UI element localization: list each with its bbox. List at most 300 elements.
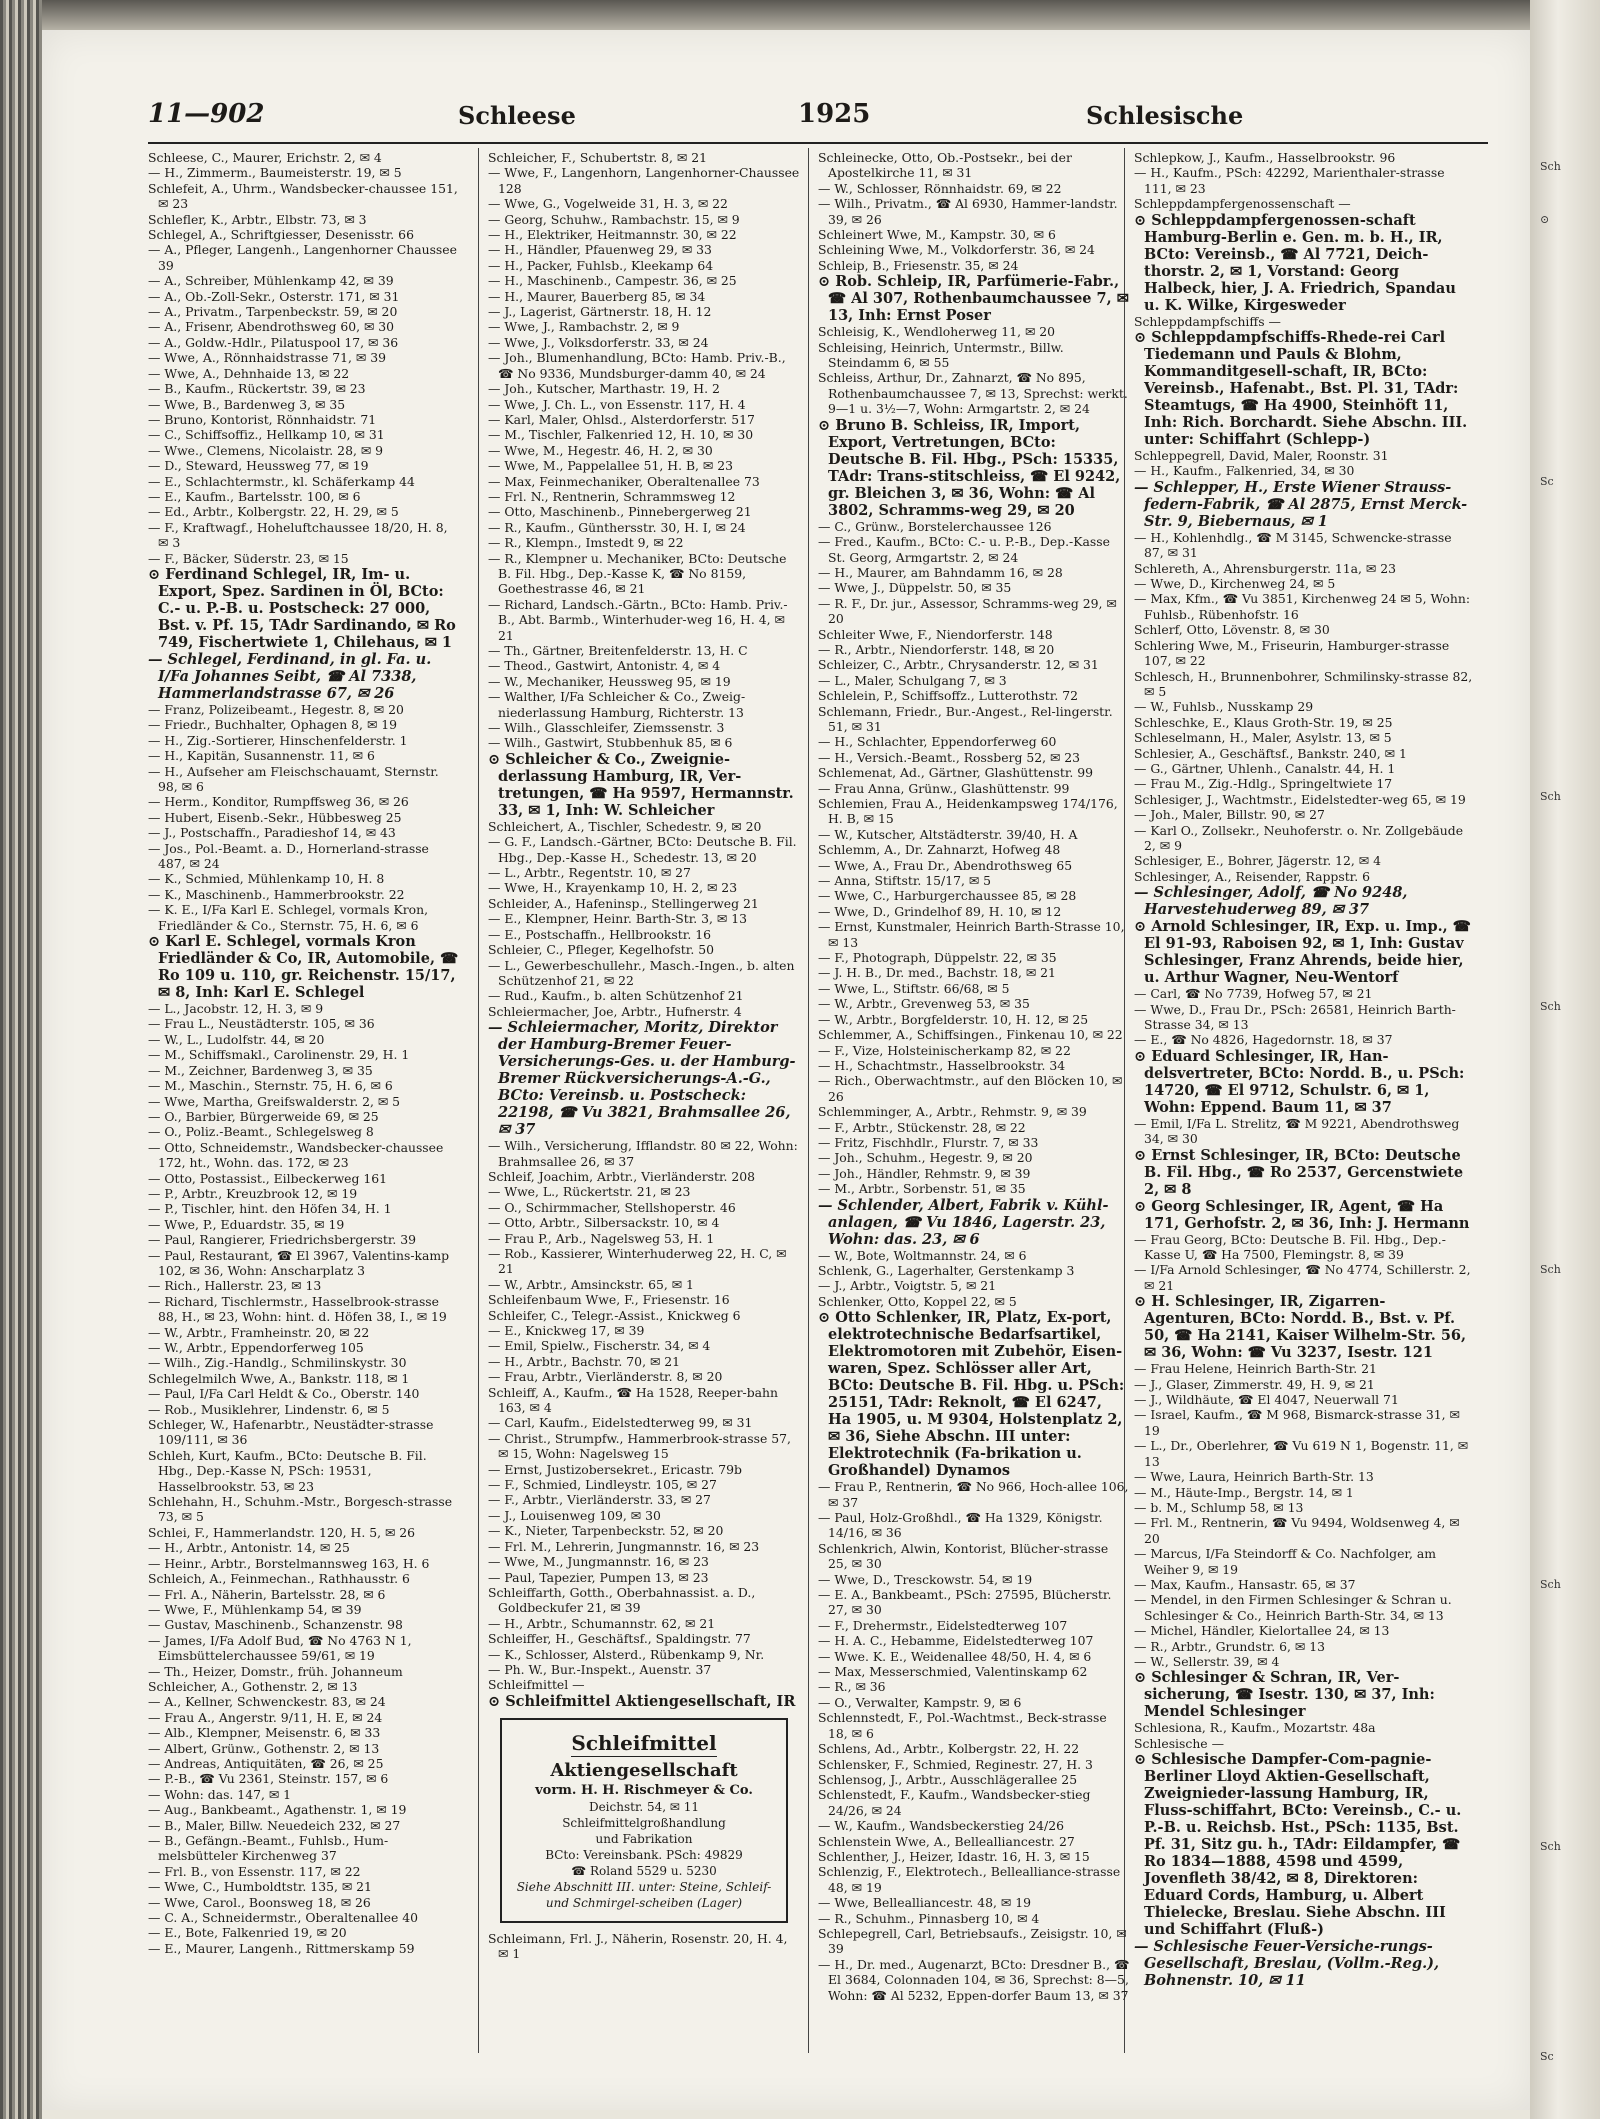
directory-entry: — A., Ob.-Zoll-Sekr., Osterstr. 171, ✉ 31 <box>148 288 400 304</box>
directory-entry: Schleger, W., Hafenarbtr., Neustädter-strasse 109/111, ✉ 36 <box>148 1417 434 1448</box>
directory-entry: Schlemenat, Ad., Gärtner, Glashüttenstr. 99 <box>818 765 1094 781</box>
directory-entry: — H., Kaufm., Falkenried, 34, ✉ 30 <box>1134 463 1355 479</box>
directory-entry: — Wwe, L., Rückertstr. 21, ✉ 23 <box>488 1184 691 1200</box>
directory-entry: — A., Privatm., Tarpenbeckstr. 59, ✉ 20 <box>148 304 398 320</box>
directory-entry: — Emil, I/Fa L. Strelitz, ☎ M 9221, Abendrothsweg 34, ✉ 30 <box>1134 1115 1460 1147</box>
directory-entry: — H., Maurer, Bauerberg 85, ✉ 34 <box>488 288 706 304</box>
directory-entry: — H., Kapitän, Susannenstr. 11, ✉ 6 <box>148 748 375 764</box>
directory-entry: — Wilh., Gastwirt, Stubbenhuk 85, ✉ 6 <box>488 735 733 751</box>
directory-entry: — H., Schachtmstr., Hasselbrookstr. 34 <box>818 1057 1066 1073</box>
directory-entry: — Jos., Pol.-Beamt. a. D., Hornerland-strasse 487, ✉ 24 <box>148 840 429 872</box>
ad-subtitle: Aktiengesellschaft <box>550 1759 738 1781</box>
adjacent-page-fragment <box>1540 633 1595 648</box>
adjacent-page-fragment <box>1540 1630 1595 1645</box>
column-4 <box>1134 150 1474 2060</box>
directory-entry: Schleining Wwe, M., Volkdorferstr. 36, ✉ 24 <box>818 242 1095 258</box>
directory-entry: — J., Glaser, Zimmerstr. 49, H. 9, ✉ 21 <box>1134 1376 1375 1392</box>
directory-entry: — Karl O., Zollsekr., Neuhoferstr. o. Nr. Zollgebäude 2, ✉ 9 <box>1134 822 1464 853</box>
ad-bank: BCto: Vereinsbank. PSch: 49829 <box>545 1847 743 1862</box>
directory-entry: — K., Nieter, Tarpenbeckstr. 52, ✉ 20 <box>488 1523 724 1539</box>
adjacent-page-fragment <box>1540 948 1595 963</box>
directory-entry: — Frau P., Arb., Nagelsweg 53, H. 1 <box>488 1230 715 1246</box>
directory-entry: — Rob., Kassierer, Winterhuderweg 22, H. C, ✉ 21 <box>488 1245 787 1277</box>
directory-entry: — Ernst, Justizobersekret., Ericastr. 79b <box>488 1461 742 1477</box>
directory-entry: — E., Postschaffn., Hellbrookstr. 16 <box>488 926 711 942</box>
directory-entry: — H., Arbtr., Schumannstr. 62, ✉ 21 <box>488 1615 716 1631</box>
adjacent-page-fragment <box>1540 1105 1595 1120</box>
directory-entry: — Frau L., Neustädterstr. 105, ✉ 36 <box>148 1016 375 1032</box>
directory-entry: — Wwe, C., Humboldtstr. 135, ✉ 21 <box>148 1879 372 1895</box>
directory-entry: — Rich., Hallerstr. 23, ✉ 13 <box>148 1278 322 1294</box>
directory-entry: Schleinecke, Otto, Ob.-Postsekr., bei der Apostelkirche 11, ✉ 31 <box>818 150 1072 181</box>
directory-entry: — W., Arbtr., Framheinstr. 20, ✉ 22 <box>148 1324 370 1340</box>
directory-entry: — E., ☎ No 4826, Hagedornstr. 18, ✉ 37 <box>1134 1032 1393 1048</box>
directory-entry: — R., ✉ 36 <box>818 1679 886 1695</box>
directory-entry: — Mendel, in den Firmen Schlesinger & Schran u. Schlesinger & Co., Heinrich Barth-Str. 34, ✉ 13 <box>1134 1592 1452 1623</box>
directory-entry: — Wwe, D., Grindelhof 89, H. 10, ✉ 12 <box>818 903 1062 919</box>
directory-entry: Schlesiger, J., Wachtmstr., Eidelstedter-weg 65, ✉ 19 <box>1134 791 1466 807</box>
directory-entry: — Th., Gärtner, Breitenfelderstr. 13, H. C <box>488 643 748 658</box>
directory-entry-highlight: ⊙ Georg Schlesinger, IR, Agent, ☎ Ha 171, Gerhofstr. 2, ✉ 36, Inh: J. Hermann <box>1134 1197 1470 1232</box>
adjacent-page-fragment <box>1540 685 1595 700</box>
header-left-keyword: Schleese <box>458 101 576 130</box>
directory-entry: Schlegel, A., Schriftgiesser, Desenisstr. 66 <box>148 227 414 243</box>
directory-entry: Schleier, C., Pfleger, Kegelhofstr. 50 <box>488 942 714 958</box>
directory-entry: — Wwe, Laura, Heinrich Barth-Str. 13 <box>1134 1469 1374 1485</box>
directory-entry: — J., Postschaffn., Paradieshof 14, ✉ 43 <box>148 825 396 841</box>
directory-entry: — R., Klempn., Imstedt 9, ✉ 22 <box>488 535 684 551</box>
directory-entry: — Richard, Landsch.-Gärtn., BCto: Hamb. Priv.-B., Abt. Barmb., Winterhuder-weg 16, H. 4, ✉ 21 <box>488 596 788 643</box>
directory-entry: — H., Dr. med., Augenarzt, BCto: Dresdner B., ☎ El 3684, Colonnaden 104, ✉ 36, Sprechst: 8—5, Wohn: ☎ Al 5232, Eppen-dorfer Baum 13, ✉ 37 <box>818 1956 1130 2003</box>
page-header <box>148 95 1488 135</box>
directory-entry: — Rich., Oberwachtmstr., auf den Blöcken 10, ✉ 26 <box>818 1073 1123 1104</box>
directory-entry: Schlesiona, R., Kaufm., Mozartstr. 48a <box>1134 1720 1376 1736</box>
directory-entry: — Marcus, I/Fa Steindorff & Co. Nachfolger, am Weiher 9, ✉ 19 <box>1134 1546 1436 1577</box>
directory-entry: — Anna, Stiftstr. 15/17, ✉ 5 <box>818 873 992 889</box>
directory-entry: — Frl. M., Rentnerin, ☎ Vu 9494, Woldsenweg 4, ✉ 20 <box>1134 1515 1460 1546</box>
advertisement-box <box>500 1718 788 1923</box>
directory-entry: — W., Kaufm., Wandsbeckerstieg 24/26 <box>818 1818 1064 1834</box>
directory-entry: Schlepegrell, Carl, Betriebsaufs., Zeisigstr. 10, ✉ 39 <box>818 1925 1127 1957</box>
directory-entry-highlight: ⊙ Otto Schlenker, IR, Platz, Ex-port, elektrotechnische Bedarfsartikel, Elektromotoren mit Zubehör, Eisen-waren, Spez. Schlösser aller Art, BCto: Deutsche B. Fil. Hbg. u. PSch: 25151, TAdr: Reknolt, ☎ El 6247, Ha 1905, u. M 9304, Holstenplatz 2, ✉ 36, Siehe Abschn. III unter: Elektrotechnik (Fa-brikation u. Großhandel) Dynamos <box>818 1309 1125 1480</box>
directory-entry: Schlenker, Otto, Koppel 22, ✉ 5 <box>818 1293 1017 1309</box>
directory-entry: — Frau A., Angerstr. 9/11, H. E, ✉ 24 <box>148 1709 383 1725</box>
ad-formerly: vorm. H. H. Rischmeyer & Co. <box>535 1782 753 1798</box>
directory-entry-highlight: — Schlegel, Ferdinand, in gl. Fa. u. I/Fa Johannes Seibt, ☎ Al 7338, Hammerlandstrasse 67, ✉ 26 <box>148 650 432 702</box>
directory-entry: — Wwe, M., Jungmannstr. 16, ✉ 23 <box>488 1554 709 1570</box>
adjacent-page-fragment <box>1540 1053 1595 1068</box>
directory-entry: — Albert, Grünw., Gothenstr. 2, ✉ 13 <box>148 1740 380 1756</box>
adjacent-page-fragment <box>1540 1158 1595 1173</box>
directory-entry: — Max, Messerschmied, Valentinskamp 62 <box>818 1664 1088 1680</box>
directory-entry: — O., Poliz.-Beamt., Schlegelsweg 8 <box>148 1124 374 1140</box>
directory-entry: — Paul, Holz-Großhdl., ☎ Ha 1329, Königstr. 14/16, ✉ 36 <box>818 1510 1103 1541</box>
directory-entry: Schlereth, A., Ahrensburgerstr. 11a, ✉ 23 <box>1134 560 1396 576</box>
directory-entry: — Frl. N., Rentnerin, Schrammsweg 12 <box>488 488 736 504</box>
directory-entry: — R. F., Dr. jur., Assessor, Schramms-weg 29, ✉ 20 <box>818 595 1117 627</box>
ad-line: Schleifmittelgroßhandlung <box>562 1815 726 1830</box>
directory-entry: — F., Schmied, Lindleystr. 105, ✉ 27 <box>488 1477 717 1493</box>
column-2 <box>488 150 800 2060</box>
directory-entry: — Wwe, J., Rambachstr. 2, ✉ 9 <box>488 319 680 335</box>
directory-entry: Schleese, C., Maurer, Erichstr. 2, ✉ 4 <box>148 150 382 165</box>
directory-entry: — Friedr., Buchhalter, Ophagen 8, ✉ 19 <box>148 717 398 733</box>
directory-entry: — H., Maschinenb., Campestr. 36, ✉ 25 <box>488 273 737 289</box>
directory-entry: — L., Arbtr., Regentstr. 10, ✉ 27 <box>488 865 691 881</box>
directory-entry: — Carl, Kaufm., Eidelstedterweg 99, ✉ 31 <box>488 1415 753 1431</box>
directory-entry: — E. A., Bankbeamt., PSch: 27595, Blücherstr. 27, ✉ 30 <box>818 1587 1112 1618</box>
adjacent-page-strip <box>1540 160 1595 2060</box>
directory-entry: — Wwe, C., Harburgerchaussee 85, ✉ 28 <box>818 888 1077 904</box>
directory-entry: — Karl, Maler, Ohlsd., Alsterdorferstr. 517 <box>488 411 755 427</box>
directory-entry: — Wwe, D., Frau Dr., PSch: 26581, Heinrich Barth-Strasse 34, ✉ 13 <box>1134 1001 1456 1032</box>
directory-entry: Schleiffarth, Gotth., Oberbahnassist. a. D., Goldbeckufer 21, ✉ 39 <box>488 1584 756 1616</box>
directory-entry: Schlens, Ad., Arbtr., Kolbergstr. 22, H. 22 <box>818 1741 1080 1757</box>
directory-entry: Schlesische — <box>1134 1735 1224 1751</box>
directory-entry: — Joh., Händler, Rehmstr. 9, ✉ 39 <box>818 1165 1031 1181</box>
directory-entry: — J. H. B., Dr. med., Bachstr. 18, ✉ 21 <box>818 965 1056 981</box>
directory-entry: — W., Arbtr., Amsinckstr. 65, ✉ 1 <box>488 1276 694 1292</box>
directory-entry: — H., Versich.-Beamt., Rossberg 52, ✉ 23 <box>818 749 1081 765</box>
directory-entry: — F., Bäcker, Süderstr. 23, ✉ 15 <box>148 550 349 566</box>
column-divider <box>478 148 479 2053</box>
directory-entry: — C. A., Schneidermstr., Oberaltenallee 40 <box>148 1910 419 1926</box>
adjacent-page-fragment <box>1540 370 1595 385</box>
adjacent-page-fragment <box>1540 423 1595 438</box>
directory-entry: — Aug., Bankbeamt., Agathenstr. 1, ✉ 19 <box>148 1802 407 1818</box>
directory-entry-highlight: — Schleiermacher, Moritz, Direktor der Hamburg-Bremer Feuer-Versicherungs-Ges. u. der Hamburg-Bremer Rückversicherungs-A.-G., BCto: Vereinsb. u. Postscheck: 22198, ☎ Vu 3821, Brahmsallee 26, ✉ 37 <box>488 1019 796 1139</box>
adjacent-page-fragment <box>1540 1210 1595 1225</box>
directory-entry: Schlensog, J., Arbtr., Ausschlägerallee 25 <box>818 1771 1078 1787</box>
directory-entry: — B., Kaufm., Rückertstr. 39, ✉ 23 <box>148 381 366 397</box>
directory-entry: — Wohn: das. 147, ✉ 1 <box>148 1786 292 1802</box>
ad-title: Schleifmittel <box>571 1730 717 1755</box>
directory-entry: Schlennstedt, F., Pol.-Wachtmst., Beck-strasse 18, ✉ 6 <box>818 1710 1107 1741</box>
directory-entry: Schlenstein Wwe, A., Bellealliancestr. 27 <box>818 1833 1075 1849</box>
directory-entry: — H., Maurer, am Bahndamm 16, ✉ 28 <box>818 564 1063 580</box>
directory-entry: — Frl. B., von Essenstr. 117, ✉ 22 <box>148 1863 361 1879</box>
directory-entry: — Alb., Klempner, Meisenstr. 6, ✉ 33 <box>148 1725 381 1741</box>
directory-entry: — Carl, ☎ No 7739, Hofweg 57, ✉ 21 <box>1134 986 1373 1002</box>
directory-entry: — Wwe, A., Rönnhaidstrasse 71, ✉ 39 <box>148 350 387 366</box>
directory-entry: — Wwe, L., Stiftstr. 66/68, ✉ 5 <box>818 980 1010 996</box>
directory-entry-highlight: ⊙ Schleppdampfergenossen-schaft Hamburg-Berlin e. Gen. m. b. H., IR, BCto: Vereinsb., ☎ Al 7721, Deich-thorstr. 2, ✉ 1, Vorstand: Georg Halbeck, hier, J. A. Friedrich, Spandau u. K. Wilke, Kirgesweder <box>1134 211 1456 314</box>
directory-entry: — R., Arbtr., Grundstr. 6, ✉ 13 <box>1134 1638 1325 1654</box>
directory-entry-highlight: ⊙ Arnold Schlesinger, IR, Exp. u. Imp., ☎ El 91-93, Raboisen 92, ✉ 1, Inh: Gustav Schlesinger, Franz Ahrends, beide hier, u. Arthur Wagner, Neu-Wentorf <box>1134 918 1471 987</box>
directory-entry: — Ph. W., Bur.-Inspekt., Auenstr. 37 <box>488 1661 712 1677</box>
directory-entry: — Wwe, J., Volksdorferstr. 33, ✉ 24 <box>488 334 709 350</box>
directory-entry-highlight: ⊙ Schleifmittel Aktiengesellschaft, IR <box>488 1692 796 1710</box>
adjacent-page-fragment: ⊙ <box>1540 212 1550 226</box>
directory-entry: Schleh, Kurt, Kaufm., BCto: Deutsche B. Fil. Hbg., Dep.-Kasse N, PSch: 19531, Hasselbrookstr. 53, ✉ 23 <box>148 1447 427 1494</box>
directory-entry: Schleiter Wwe, F., Niendorferstr. 148 <box>818 626 1053 642</box>
directory-entry: — Max, Feinmechaniker, Oberaltenallee 73 <box>488 473 760 489</box>
adjacent-page-fragment <box>1540 580 1595 595</box>
adjacent-page-fragment: Sc <box>1540 475 1554 488</box>
directory-entry: Schleifer, C., Telegr.-Assist., Knickweg 6 <box>488 1307 741 1323</box>
adjacent-page-fragment <box>1540 1525 1595 1540</box>
directory-entry: — H., Kaufm., PSch: 42292, Marienthaler-strasse 111, ✉ 23 <box>1134 165 1445 196</box>
directory-entry: — Bruno, Kontorist, Rönnhaidstr. 71 <box>148 411 377 427</box>
directory-entry: — R., Schuhm., Pinnasberg 10, ✉ 4 <box>818 1910 1040 1926</box>
directory-entry-highlight: — Schlepper, H., Erste Wiener Strauss-federn-Fabrik, ☎ Al 2875, Ernst Merck-Str. 9, Biebernaus, ✉ 1 <box>1134 478 1468 530</box>
directory-entry: — F., Photograph, Düppelstr. 22, ✉ 35 <box>818 950 1057 966</box>
column-divider <box>808 148 809 2053</box>
directory-entry: Schlesiger, E., Bohrer, Jägerstr. 12, ✉ 4 <box>1134 853 1381 869</box>
directory-entry: — A., Schreiber, Mühlenkamp 42, ✉ 39 <box>148 273 394 289</box>
directory-entry: — O., Verwalter, Kampstr. 9, ✉ 6 <box>818 1694 1022 1710</box>
directory-entry: — Wwe, M., Hegestr. 46, H. 2, ✉ 30 <box>488 442 713 458</box>
directory-entry: Schlenk, G., Lagerhalter, Gerstenkamp 3 <box>818 1262 1075 1278</box>
directory-entry: — Franz, Polizeibeamt., Hegestr. 8, ✉ 20 <box>148 701 404 717</box>
directory-entry: — W., Bote, Woltmannstr. 24, ✉ 6 <box>818 1247 1027 1263</box>
directory-entry: — Heinr., Arbtr., Borstelmannsweg 163, H. 6 <box>148 1555 430 1571</box>
directory-entry: — Theod., Gastwirt, Antonistr. 4, ✉ 4 <box>488 658 721 674</box>
directory-entry: — Wwe, A., Frau Dr., Abendrothsweg 65 <box>818 857 1073 873</box>
directory-entry: — A., Pfleger, Langenh., Langenhorner Chaussee 39 <box>148 242 457 273</box>
directory-entry: — P., Arbtr., Kreuzbrook 12, ✉ 19 <box>148 1185 358 1201</box>
directory-entry: Schlenzig, F., Elektrotech., Bellealliance-strasse 48, ✉ 19 <box>818 1864 1121 1895</box>
directory-entry: — Christ., Strumpfw., Hammerbrook-strasse 57, ✉ 15, Wohn: Nagelsweg 15 <box>488 1430 791 1462</box>
directory-entry: — F., Vize, Holsteinischerkamp 82, ✉ 22 <box>818 1042 1071 1058</box>
directory-entry: — Wwe., Clemens, Nicolaistr. 28, ✉ 9 <box>148 442 384 458</box>
directory-entry: — Ernst, Kunstmaler, Heinrich Barth-Strasse 10, ✉ 13 <box>818 919 1125 950</box>
adjacent-page-fragment: Sc <box>1540 2050 1554 2060</box>
directory-entry: — Israel, Kaufm., ☎ M 968, Bismarck-strasse 31, ✉ 19 <box>1134 1407 1460 1438</box>
directory-entry: Schleiss, Arthur, Dr., Zahnarzt, ☎ No 895, Rothenbaumchaussee 7, ✉ 13, Sprechst: werkt. 9—1 u. 3½—7, Wohn: Armgartstr. 2, ✉ 24 <box>818 370 1128 417</box>
directory-entry: — Wwe, P., Eduardstr. 35, ✉ 19 <box>148 1216 345 1232</box>
directory-entry: — Richard, Tischlermstr., Hasselbrook-strasse 88, H., ✉ 23, Wohn: hint. d. Höfen 38, I., ✉ 19 <box>148 1293 447 1325</box>
directory-entry: — W., L., Ludolfstr. 44, ✉ 20 <box>148 1031 325 1047</box>
adjacent-page-fragment <box>1540 738 1595 753</box>
directory-entry: — B., Maler, Billw. Neuedeich 232, ✉ 27 <box>148 1817 401 1833</box>
adjacent-page-fragment <box>1540 1368 1595 1383</box>
directory-entry: Schlehahn, H., Schuhm.-Mstr., Borgesch-strasse 73, ✉ 5 <box>148 1494 453 1525</box>
directory-entry: — Wwe, J. Ch. L., von Essenstr. 117, H. 4 <box>488 396 746 412</box>
directory-entry: Schlemm, A., Dr. Zahnarzt, Hofweg 48 <box>818 842 1061 858</box>
directory-entry: — A., Frisenr, Abendrothsweg 60, ✉ 30 <box>148 319 395 335</box>
directory-entry: — P.-B., ☎ Vu 2361, Steinstr. 157, ✉ 6 <box>148 1771 389 1787</box>
directory-entry: — Joh., Blumenhandlung, BCto: Hamb. Priv.-B., ☎ No 9336, Mundsburger-damm 40, ✉ 24 <box>488 350 786 381</box>
directory-entry: — Otto, Maschinenb., Pinnebergerweg 21 <box>488 504 752 520</box>
directory-entry: — Frau M., Zig.-Hdlg., Springeltwiete 17 <box>1134 776 1393 792</box>
directory-entry: — Wwe, B., Bardenweg 3, ✉ 35 <box>148 396 346 412</box>
directory-entry: Schleinert Wwe, M., Kampstr. 30, ✉ 6 <box>818 227 1056 243</box>
directory-entry: Schleicher, A., Gothenstr. 2, ✉ 13 <box>148 1678 358 1694</box>
directory-entry: — Rud., Kaufm., b. alten Schützenhof 21 <box>488 988 744 1004</box>
directory-entry-highlight: ⊙ Schleppdampfschiffs-Rhede-rei Carl Tiedemann und Pauls & Blohm, Kommanditgesell-schaft, IR, BCto: Vereinsb., Hafenabt., Bst. Pl. 31, TAdr: Steamtugs, ☎ Ha 4900, Steinhöft 11, Inh: Rich. Borchardt. Siehe Abschn. III. unter: Schiffahrt (Schlepp-) <box>1134 329 1468 449</box>
directory-entry: — Wwe, F., Mühlenkamp 54, ✉ 39 <box>148 1601 362 1617</box>
directory-entry: — Georg, Schuhw., Rambachstr. 15, ✉ 9 <box>488 211 740 227</box>
directory-entry: — Frau P., Rentnerin, ☎ No 966, Hoch-allee 106, ✉ 37 <box>818 1479 1129 1510</box>
directory-entry: — Joh., Maler, Billstr. 90, ✉ 27 <box>1134 807 1325 823</box>
directory-entry: — A., Goldw.-Hdlr., Pilatuspool 17, ✉ 36 <box>148 334 399 350</box>
directory-entry: — Joh., Schuhm., Hegestr. 9, ✉ 20 <box>818 1150 1033 1166</box>
directory-entry: — F., Arbtr., Stückenstr. 28, ✉ 22 <box>818 1119 1026 1135</box>
directory-entry: — Max, Kaufm., Hansastr. 65, ✉ 37 <box>1134 1576 1356 1592</box>
directory-entry: — Wwe. K. E., Weidenallee 48/50, H. 4, ✉ 6 <box>818 1648 1092 1664</box>
directory-entry-highlight: ⊙ Schlesinger & Schran, IR, Ver-sicherung, ☎ Isestr. 130, ✉ 37, Inh: Mendel Schlesinger <box>1134 1669 1435 1721</box>
directory-entry: — J., Louisenweg 109, ✉ 30 <box>488 1507 661 1523</box>
directory-entry: — W., Kutscher, Altstädterstr. 39/40, H. A <box>818 826 1078 842</box>
directory-entry: — Wwe, F., Langenhorn, Langenhorner-Chaussee 128 <box>488 165 800 196</box>
directory-entry: — James, I/Fa Adolf Bud, ☎ No 4763 N 1, Eimsbüttelerchaussee 59/61, ✉ 19 <box>148 1632 412 1664</box>
directory-entry: — E., Klempner, Heinr. Barth-Str. 3, ✉ 13 <box>488 911 748 927</box>
header-year: 1925 <box>798 99 871 129</box>
directory-entry: Schleichert, A., Tischler, Schedestr. 9, ✉ 20 <box>488 818 762 834</box>
adjacent-page-fragment <box>1540 318 1595 333</box>
adjacent-page-fragment <box>1540 1473 1595 1488</box>
directory-entry: — A., Kellner, Schwenckestr. 83, ✉ 24 <box>148 1694 386 1710</box>
column-1 <box>148 150 460 2060</box>
adjacent-page-fragment <box>1540 1998 1595 2013</box>
directory-entry: — Wwe, Bellealliancestr. 48, ✉ 19 <box>818 1895 1031 1911</box>
directory-entry: Schlefler, K., Arbtr., Elbstr. 73, ✉ 3 <box>148 211 367 227</box>
directory-entry: — F., Kraftwagf., Hoheluftchaussee 18/20, H. 8, ✉ 3 <box>148 519 448 551</box>
directory-entry: — Wwe, G., Vogelweide 31, H. 3, ✉ 22 <box>488 196 728 212</box>
adjacent-page-fragment: Sch <box>1540 1577 1561 1591</box>
directory-entry: Schleider, A., Hafeninsp., Stellingerweg 21 <box>488 895 759 911</box>
directory-entry: — Wwe, Martha, Greifswalderstr. 2, ✉ 5 <box>148 1093 401 1109</box>
directory-entry: — H., Schlachter, Eppendorferweg 60 <box>818 734 1057 750</box>
ad-note: Siehe Abschnitt III. unter: Steine, Schleif- und Schmirgel-scheiben (Lager) <box>516 1879 772 1910</box>
page-number: 11—902 <box>148 99 265 129</box>
directory-entry: — K. E., I/Fa Karl E. Schlegel, vormals Kron, Friedländer & Co., Sternstr. 75, H. 6, ✉ 6 <box>148 902 429 933</box>
directory-entry: — H., Händler, Pfauenweg 29, ✉ 33 <box>488 242 712 258</box>
directory-entry: — B., Gefängn.-Beamt., Fuhlsb., Hum-melsbütteler Kirchenweg 37 <box>148 1833 389 1864</box>
directory-entry: — M., Tischler, Falkenried 12, H. 10, ✉ 30 <box>488 427 754 443</box>
directory-entry: — Hubert, Eisenb.-Sekr., Hübbesweg 25 <box>148 809 402 825</box>
directory-entry: Schleiffer, H., Geschäftsf., Spaldingstr. 77 <box>488 1631 751 1647</box>
directory-entry: — Th., Heizer, Domstr., früh. Johanneum <box>148 1663 403 1679</box>
directory-entry: — Frau, Arbtr., Vierländerstr. 8, ✉ 20 <box>488 1369 723 1385</box>
directory-entry: — W., Sellerstr. 39, ✉ 4 <box>1134 1653 1280 1669</box>
directory-entry: — M., Schiffsmakl., Carolinenstr. 29, H. 1 <box>148 1047 410 1063</box>
adjacent-page-fragment <box>1540 528 1595 543</box>
directory-entry: Schlesch, H., Brunnenbohrer, Schmilinsky-strasse 82, ✉ 5 <box>1134 668 1473 699</box>
directory-entry-highlight: — Schlender, Albert, Fabrik v. Kühl-anlagen, ☎ Vu 1846, Lagerstr. 23, Wohn: das. 23, ✉ 6 <box>818 1196 1109 1248</box>
directory-entry: Schlerf, Otto, Lövenstr. 8, ✉ 30 <box>1134 622 1330 638</box>
directory-entry: — I/Fa Arnold Schlesinger, ☎ No 4774, Schillerstr. 2, ✉ 21 <box>1134 1262 1471 1293</box>
directory-entry: — L., Gewerbeschullehr., Masch.-Ingen., b. alten Schützenhof 21, ✉ 22 <box>488 957 795 988</box>
directory-entry: — Paul, I/Fa Carl Heldt & Co., Oberstr. 140 <box>148 1386 420 1402</box>
directory-entry: — b. M., Schlump 58, ✉ 13 <box>1134 1499 1304 1515</box>
directory-entry: Schlesinger, A., Reisender, Rappstr. 6 <box>1134 868 1370 884</box>
directory-entry: — Paul, Rangierer, Friedrichsbergerstr. 39 <box>148 1232 417 1248</box>
adjacent-page-fragment <box>1540 1420 1595 1435</box>
directory-entry: — Wilh., Versicherung, Ifflandstr. 80 ✉ 22, Wohn: Brahmsallee 26, ✉ 37 <box>488 1138 798 1169</box>
adjacent-page-fragment: Sch <box>1540 790 1561 803</box>
directory-entry: — Wwe, J., Düppelstr. 50, ✉ 35 <box>818 580 1012 596</box>
directory-entry-highlight: ⊙ Rob. Schleip, IR, Parfümerie-Fabr., ☎ Al 307, Rothenbaumchaussee 7, ✉ 13, Inh: Ernst Poser <box>818 273 1129 325</box>
directory-entry: — Otto, Postassist., Eilbeckerweg 161 <box>148 1170 388 1186</box>
directory-entry: Schleiermacher, Joe, Arbtr., Hufnerstr. 4 <box>488 1003 742 1019</box>
directory-entry: — H., Elektriker, Heitmannstr. 30, ✉ 22 <box>488 227 737 243</box>
directory-entry: — Frau Anna, Grünw., Glashüttenstr. 99 <box>818 780 1070 796</box>
directory-entry: — O., Barbier, Bürgerweide 69, ✉ 25 <box>148 1108 379 1124</box>
directory-entry: — M., Arbtr., Sorbenstr. 51, ✉ 35 <box>818 1181 1026 1197</box>
directory-entry: Schleselmann, H., Maler, Asylstr. 13, ✉ 5 <box>1134 730 1392 746</box>
directory-entry-highlight: ⊙ Ferdinand Schlegel, IR, Im- u. Export, Spez. Sardinen in Öl, BCto: C.- u. P.-B. u. Postscheck: 27 000, Bst. v. Pf. 15, TAdr Sardinando, ✉ Ro 749, Fischertwiete 1, Chilehaus, ✉ 1 <box>148 565 456 651</box>
directory-entry: — Gustav, Maschinenb., Schanzenstr. 98 <box>148 1617 403 1633</box>
directory-entry: — O., Schirmmacher, Stellshoperstr. 46 <box>488 1199 736 1215</box>
directory-entry: Schleifenbaum Wwe, F., Friesenstr. 16 <box>488 1292 730 1308</box>
directory-entry: — Andreas, Antiquitäten, ☎ 26, ✉ 25 <box>148 1755 384 1771</box>
directory-entry: — D., Steward, Heussweg 77, ✉ 19 <box>148 458 369 474</box>
directory-entry: Schlepkow, J., Kaufm., Hasselbrookstr. 96 <box>1134 150 1396 165</box>
directory-entry: — P., Tischler, hint. den Höfen 34, H. 1 <box>148 1201 392 1217</box>
directory-entry: Schlemmer, A., Schiffsingen., Finkenau 10, ✉ 22 <box>818 1027 1123 1043</box>
directory-entry: — Wwe, A., Dehnhaide 13, ✉ 22 <box>148 365 350 381</box>
directory-entry: — Ed., Arbtr., Kolbergstr. 22, H. 29, ✉ 5 <box>148 504 399 520</box>
adjacent-page-fragment <box>1540 1735 1595 1750</box>
directory-entry: — L., Dr., Oberlehrer, ☎ Vu 619 N 1, Bogenstr. 11, ✉ 13 <box>1134 1438 1469 1469</box>
directory-entry-highlight: ⊙ Ernst Schlesinger, IR, BCto: Deutsche B. Fil. Hbg., ☎ Ro 2537, Gercenstwiete 2, ✉ 8 <box>1134 1146 1464 1198</box>
directory-entry: Schleppdampfergenossenschaft — <box>1134 196 1351 212</box>
directory-entry: — Frl. M., Lehrerin, Jungmannstr. 16, ✉ 23 <box>488 1538 760 1554</box>
directory-entry: — R., Arbtr., Niendorferstr. 148, ✉ 20 <box>818 641 1055 657</box>
adjacent-page-fragment <box>1540 1683 1595 1698</box>
directory-entry: — J., Arbtr., Voigtstr. 5, ✉ 21 <box>818 1278 997 1294</box>
directory-entry: Schleimann, Frl. J., Näherin, Rosenstr. 20, H. 4, ✉ 1 <box>488 1930 788 1962</box>
adjacent-page-fragment <box>1540 895 1595 910</box>
adjacent-page-fragment <box>1540 1945 1595 1960</box>
directory-entry: — Fred., Kaufm., BCto: C.- u. P.-B., Dep.-Kasse St. Georg, Armgartstr. 2, ✉ 24 <box>818 534 1110 565</box>
directory-entry: Schlegelmilch Wwe, A., Bankstr. 118, ✉ 1 <box>148 1370 410 1386</box>
adjacent-page-fragment <box>1540 1788 1595 1803</box>
adjacent-page-fragment: Sch <box>1540 1000 1561 1013</box>
directory-entry: Schleizer, C., Arbtr., Chrysanderstr. 12, ✉ 31 <box>818 657 1099 673</box>
directory-entry: Schlemien, Frau A., Heidenkampsweg 174/176, H. B, ✉ 15 <box>818 796 1118 827</box>
book-binding-left <box>0 0 42 2119</box>
directory-entry: — Herm., Konditor, Rumpffsweg 36, ✉ 26 <box>148 794 409 810</box>
directory-entry: — E., Knickweg 17, ✉ 39 <box>488 1323 645 1338</box>
adjacent-page-fragment <box>1540 1893 1595 1908</box>
adjacent-page-fragment <box>1540 265 1595 280</box>
directory-entry: Schleiff, A., Kaufm., ☎ Ha 1528, Reeper-bahn 163, ✉ 4 <box>488 1384 779 1416</box>
directory-entry: Schlenther, J., Heizer, Idastr. 16, H. 3, ✉ 15 <box>818 1848 1090 1864</box>
directory-entry: — C., Grünw., Borstelerchaussee 126 <box>818 518 1052 534</box>
directory-entry: — Wilh., Zig.-Handlg., Schmilinskystr. 30 <box>148 1355 407 1371</box>
directory-entry: — Wwe, M., Pappelallee 51, H. B, ✉ 23 <box>488 458 734 474</box>
ad-line: und Fabrikation <box>595 1831 693 1846</box>
directory-entry: — E., Maurer, Langenh., Rittmerskamp 59 <box>148 1940 415 1956</box>
directory-entry: — J., Wildhäute, ☎ El 4047, Neuerwall 71 <box>1134 1392 1399 1408</box>
directory-entry: — Frau Helene, Heinrich Barth-Str. 21 <box>1134 1361 1377 1377</box>
directory-entry: Schleschke, E., Klaus Groth-Str. 19, ✉ 25 <box>1134 714 1393 730</box>
directory-entry: Schlesier, A., Geschäftsf., Bankstr. 240, ✉ 1 <box>1134 745 1407 761</box>
directory-entry: — W., Fuhlsb., Nusskamp 29 <box>1134 699 1314 715</box>
directory-entry-highlight: — Schlesische Feuer-Versiche-rungs-Gesellschaft, Breslau, (Vollm.-Reg.), Bohnenstr. 10, ✉ 11 <box>1134 1938 1440 1990</box>
directory-entry: — Joh., Kutscher, Marthastr. 19, H. 2 <box>488 381 720 397</box>
directory-entry: — K., Schmied, Mühlenkamp 10, H. 8 <box>148 871 385 887</box>
directory-entry: — W., Mechaniker, Heussweg 95, ✉ 19 <box>488 673 731 689</box>
directory-entry: — Wwe, Carol., Boonsweg 18, ✉ 26 <box>148 1894 371 1910</box>
directory-entry: Schleich, A., Feinmechan., Rathhausstr. 6 <box>148 1571 410 1587</box>
adjacent-page-fragment <box>1540 1315 1595 1330</box>
directory-entry: — H., Arbtr., Antonistr. 14, ✉ 25 <box>148 1540 350 1556</box>
directory-entry: — Wilh., Glasschleifer, Ziemssenstr. 3 <box>488 720 725 736</box>
directory-entry: Schleppdampfschiffs — <box>1134 313 1281 329</box>
directory-entry: — Paul, Restaurant, ☎ El 3967, Valentins-kamp 102, ✉ 36, Wohn: Anscharplatz 3 <box>148 1247 450 1278</box>
directory-entry-highlight: ⊙ Schlesische Dampfer-Com-pagnie-Berliner Lloyd Aktien-Gesellschaft, Zweignieder-lassung Hamburg, IR, Fluss-schiffahrt, BCto: Vereinsb., C.- u. P.-B. u. Reichsb. Hst., PSch: 1135, Bst. Pf. 31, Sitz gu. h., TAdr: Eildampfer, ☎ Ro 1834—1888, 4598 und 4599, Jovenfleth 38/42, ✉ 8, Direktoren: Eduard Cords, Hamburg, u. Albert Thielecke, Breslau. Siehe Abschn. III und Schiffahrt (Fluß-) <box>1134 1751 1462 1939</box>
directory-entry: — Wwe, H., Krayenkamp 10, H. 2, ✉ 23 <box>488 880 738 896</box>
directory-entry: — Fritz, Fischhdlr., Flurstr. 7, ✉ 33 <box>818 1134 1039 1150</box>
adjacent-page-fragment: Sch <box>1540 160 1561 173</box>
directory-entry-highlight: ⊙ Karl E. Schlegel, vormals Kron Friedländer & Co, IR, Automobile, ☎ Ro 109 u. 110, gr. Reichenstr. 15/17, ✉ 8, Inh: Karl E. Schlegel <box>148 933 459 1002</box>
directory-entry: — W., Arbtr., Eppendorferweg 105 <box>148 1340 364 1355</box>
directory-entry: — M., Häute-Imp., Bergstr. 14, ✉ 1 <box>1134 1484 1354 1500</box>
